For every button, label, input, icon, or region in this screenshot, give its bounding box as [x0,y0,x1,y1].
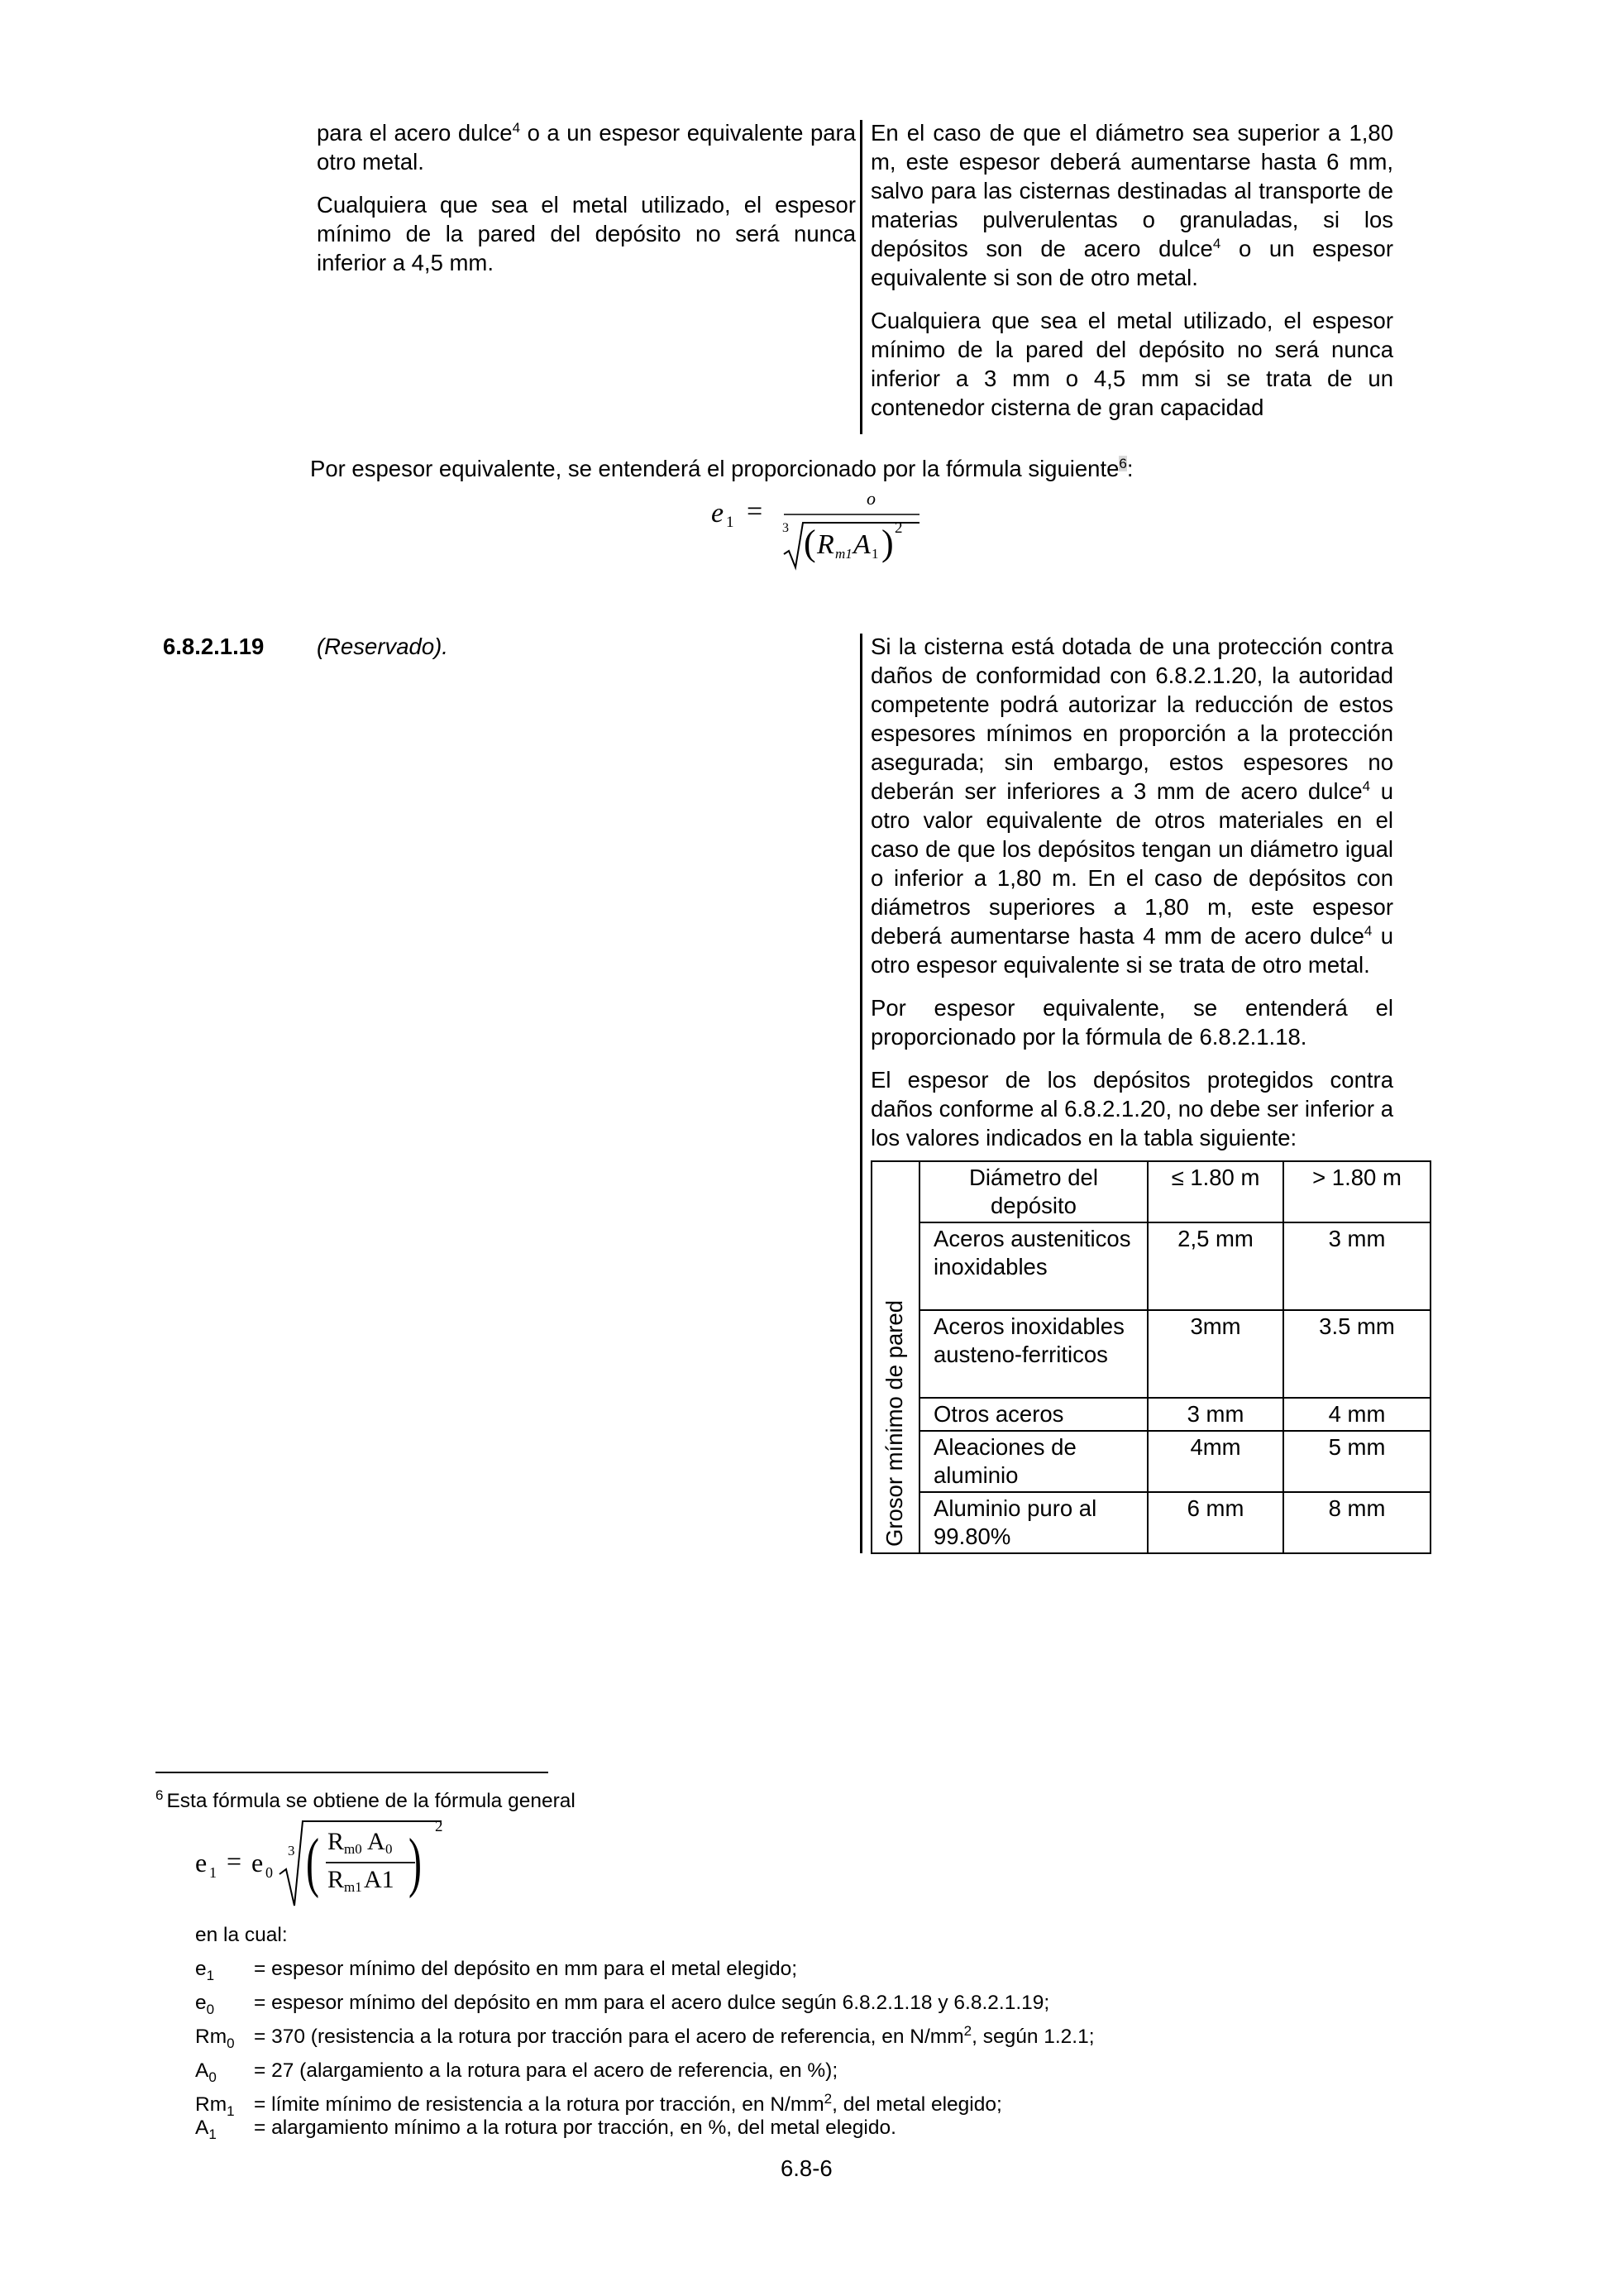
section-right-paragraph-2: Por espesor equivalente, se entenderá el proporcionado por la fórmula de 6.8.2.1.18. [871,995,1393,1050]
table-row [872,1431,1431,1492]
column-divider-bottom [860,634,862,1553]
large-value-cell: 8 mm [1283,1492,1431,1553]
material-cell: Aluminio puro al 99.80% [919,1492,1148,1553]
large-value-cell: 4 mm [1283,1398,1431,1431]
large-value-cell: 5 mm [1283,1431,1431,1492]
gf-num-r: R [327,1828,345,1855]
formula-equals: = [747,496,763,527]
formula-root-index: 3 [782,521,789,535]
header-small-diameter: ≤ 1.80 m [1148,1161,1283,1222]
general-formula [195,1816,468,1909]
gf-paren-open: ( [306,1826,319,1899]
material-cell: Aceros austeniticos inoxidables [919,1222,1148,1310]
thickness-table [871,1160,1431,1554]
small-value-cell: 3 mm [1148,1398,1283,1431]
top-left-column [317,118,856,277]
formula-a: A [853,529,871,560]
small-value-cell: 4mm [1148,1431,1283,1492]
gf-e0-sub: 0 [265,1864,273,1881]
small-value-cell: 6 mm [1148,1492,1283,1553]
large-value-cell: 3 mm [1283,1222,1431,1310]
equivalent-thickness-formula [711,488,926,571]
gf-e1-sub: 1 [209,1864,217,1881]
header-diameter: Diámetro del depósito [919,1161,1148,1222]
formula-r: R [817,529,834,560]
footnote-intro: $^6$ Esta fórmula se obtiene de la fórmula general [155,1787,576,1812]
gf-root-index: 3 [288,1843,295,1858]
section-right-paragraph-3: El espesor de los depósitos protegidos contra daños conforme al 6.8.2.1.20, no debe ser inferior a los valores indicados en la tabla siguiente: [871,1067,1393,1150]
top-left-paragraph-1: para el acero dulce$^4$ o a un espesor equivalente para otro metal. [317,119,856,175]
equivalent-thickness-sentence: Por espesor equivalente, se entenderá el proporcionado por la fórmula siguiente$^6$: [310,455,1134,481]
gf-e1: e [195,1848,208,1877]
gf-den-r: R [327,1866,345,1893]
gf-exponent: 2 [435,1818,443,1835]
gf-num-a: A [367,1828,385,1855]
table-row-label: Grosor mínimo de pared [881,1299,907,1547]
formula-e1-sub: 1 [726,514,734,531]
formula-r-sub: m1 [835,546,853,562]
section-right-paragraph-1: Si la cisterna está dotada de una protección contra daños de conformidad con 6.8.2.1.20, la autoridad competente podrá autorizar la reducción de estos espesores mínimos en proporción a la protección asegurada; sin embargo, estos espesores no deberán ser inferiores a 3 mm de acero dulce$^4$ u otro valor equivalente de otros materiales en el caso de que los depósitos tengan un diámetro igual o inferior a 1,80 m. En el caso de depósitos con diámetros superiores a 1,80 m, este espesor deberá aumentarse hasta 4 mm de acero dulce$^4$ u otro espesor equivalente si se trata de otro metal. [871,634,1393,978]
small-value-cell: 2,5 mm [1148,1222,1283,1310]
material-cell: Aleaciones de aluminio [919,1431,1148,1492]
footnote-separator [155,1772,548,1773]
gf-num-r-sub: m0 [344,1841,362,1857]
material-cell: Otros aceros [919,1398,1148,1431]
header-large-diameter: > 1.80 m [1283,1161,1431,1222]
gf-e0: e [251,1848,264,1877]
formula-a-sub: 1 [872,546,879,562]
table-row [872,1222,1431,1310]
top-right-column [871,118,1393,422]
footnote-ref-6[interactable]: 6 [1119,455,1127,471]
table-header-row [872,1161,1431,1222]
gf-equals: = [227,1846,242,1876]
section-number: 6.8.2.1.19 [163,634,265,659]
table-row [872,1492,1431,1553]
gf-num-a-sub: 0 [385,1841,393,1857]
section-right-column [871,632,1393,1152]
large-value-cell: 3.5 mm [1283,1310,1431,1398]
gf-paren-close: ) [408,1826,422,1899]
table-row [872,1398,1431,1431]
gf-den-a: A1 [364,1866,394,1893]
formula-paren-close: ) [881,523,894,563]
thickness-table-wrapper [871,1160,1430,1554]
material-cell: Aceros inoxidables austeno-ferriticos [919,1310,1148,1398]
column-divider-top [860,120,862,434]
section-left-text: (Reservado). [317,634,448,659]
formula-numerator: o [867,488,876,509]
formula-e1: e [711,498,724,529]
top-left-paragraph-2: Cualquiera que sea el metal utilizado, el espesor mínimo de la pared del depósito no será nunca inferior a 4,5 mm. [317,192,856,275]
top-right-paragraph-2: Cualquiera que sea el metal utilizado, el espesor mínimo de la pared del depósito no será nunca inferior a 3 mm o 4,5 mm si se trata de un contenedor cisterna de gran capacidad [871,308,1393,420]
table-row [872,1310,1431,1398]
small-value-cell: 3mm [1148,1310,1283,1398]
gf-den-r-sub: m1 [344,1879,362,1895]
footnote-en-la-cual: en la cual: [195,1924,288,1946]
top-right-paragraph-1: En el caso de que el diámetro sea superior a 1,80 m, este espesor deberá aumentarse hasta 6 mm, salvo para las cisternas destinadas al transporte de materias pulverulentas o granuladas, si los depósitos son de acero dulce$^4$ o un espesor equivalente si son de otro metal. [871,120,1393,290]
formula-paren-open: ( [804,523,816,563]
page-number: 6.8-6 [781,2155,833,2181]
formula-exponent: 2 [895,519,903,537]
